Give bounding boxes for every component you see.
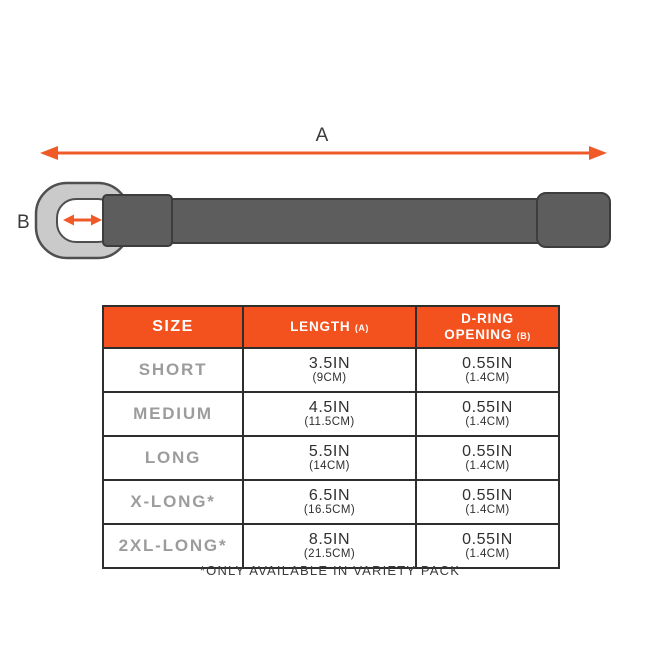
dring-cell (416, 348, 559, 392)
header-size (103, 306, 243, 348)
strap-diagram (0, 0, 650, 300)
length-cell (243, 348, 416, 392)
size-cell (103, 348, 243, 392)
opening-dimension-label: B (17, 212, 30, 233)
length-cm: (9CM) (312, 372, 347, 385)
dring-cell (416, 392, 559, 436)
table-row (103, 480, 559, 524)
header-length-label: LENGTH (290, 319, 351, 334)
header-length-sub: (A) (354, 323, 369, 333)
dring-cm: (1.4CM) (465, 372, 510, 385)
table-row (103, 436, 559, 480)
length-dimension-arrow-icon (40, 146, 607, 160)
dring-cell (416, 524, 559, 568)
length-cell (243, 480, 416, 524)
size-label: 2XL-LONG* (118, 536, 228, 555)
header-dring-sub: (B) (516, 331, 531, 341)
dring-cm: (1.4CM) (465, 416, 510, 429)
dring-cm: (1.4CM) (465, 504, 510, 517)
length-cm: (14CM) (309, 460, 350, 473)
dring-inches: 0.55IN (462, 442, 513, 460)
length-cm: (21.5CM) (303, 548, 356, 561)
dring-inches: 0.55IN (462, 486, 513, 504)
dring-inches: 0.55IN (462, 354, 513, 372)
dring-cell (416, 480, 559, 524)
variety-pack-footnote: *ONLY AVAILABLE IN VARIETY PACK (199, 563, 461, 578)
header-dring-line2: OPENING (444, 327, 513, 342)
size-label: X-LONG* (130, 492, 216, 511)
length-inches: 8.5IN (308, 530, 351, 548)
size-label: MEDIUM (133, 404, 213, 423)
length-cell (243, 436, 416, 480)
length-cell (243, 524, 416, 568)
dring-cell (416, 436, 559, 480)
table-header-row (103, 306, 559, 348)
length-cm: (11.5CM) (304, 416, 355, 429)
dring-cm: (1.4CM) (465, 548, 510, 561)
size-chart-table (102, 305, 560, 569)
dring-inches: 0.55IN (462, 530, 513, 548)
length-dimension-label: A (315, 125, 329, 146)
strap-illustration (103, 193, 610, 247)
length-cm: (16.5CM) (303, 504, 356, 517)
size-chart-body (103, 348, 559, 568)
header-length (243, 306, 416, 348)
length-inches: 6.5IN (308, 486, 351, 504)
table-row (103, 392, 559, 436)
table-row (103, 524, 559, 568)
size-cell (103, 436, 243, 480)
length-inches: 4.5IN (308, 398, 351, 416)
dring-cm: (1.4CM) (465, 460, 510, 473)
size-cell (103, 480, 243, 524)
header-size-label: SIZE (152, 318, 194, 335)
size-label: LONG (144, 448, 202, 467)
size-cell (103, 392, 243, 436)
length-inches: 5.5IN (308, 442, 351, 460)
length-cell (243, 392, 416, 436)
table-row (103, 348, 559, 392)
dring-inches: 0.55IN (462, 398, 513, 416)
size-label: SHORT (138, 360, 208, 379)
header-dring-line1: D-RING (461, 311, 514, 327)
length-inches: 3.5IN (308, 354, 351, 372)
size-cell (103, 524, 243, 568)
header-dring-opening (416, 306, 559, 348)
